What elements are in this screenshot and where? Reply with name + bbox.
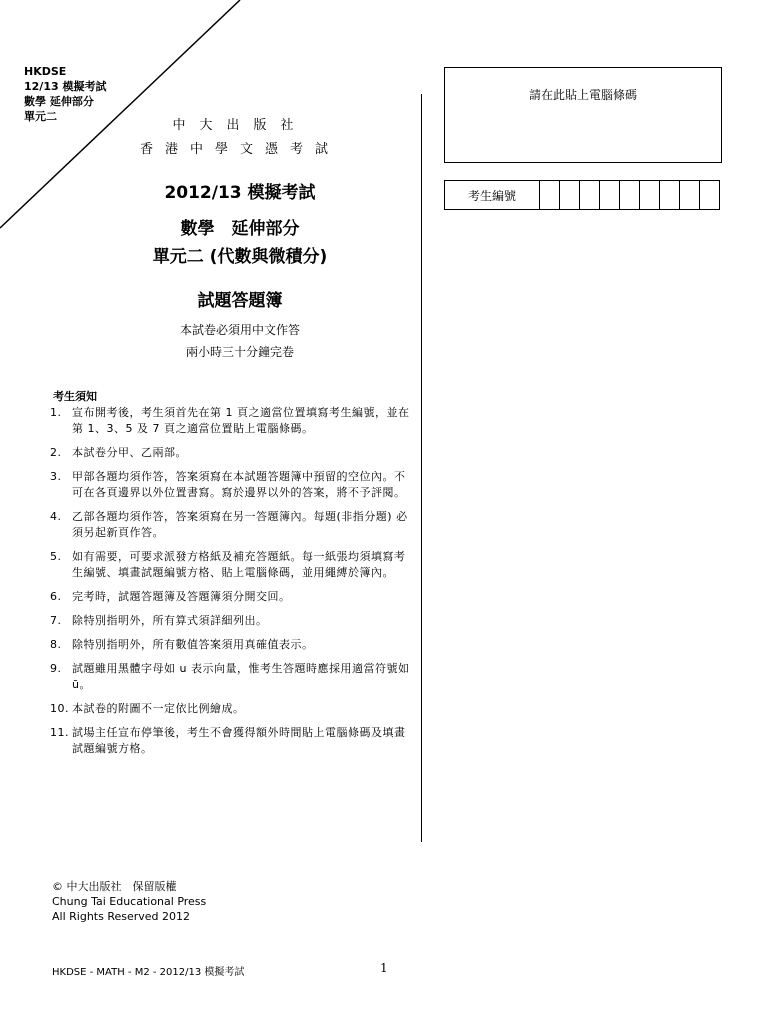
instruction-text: 本試卷的附圖不一定依比例繪成。	[72, 702, 245, 715]
instructions-list	[50, 405, 412, 757]
margin-divider	[421, 94, 422, 842]
instructions-title: 考生須知	[53, 390, 97, 403]
candidate-number-cell[interactable]	[640, 181, 660, 210]
subject-title: 數學 延伸部分	[180, 219, 300, 239]
candidate-number-cell[interactable]	[540, 181, 560, 210]
candidate-number-label: 考生編號	[445, 181, 540, 210]
instruction-number: 1.	[50, 406, 62, 419]
corner-label-line: HKDSE	[24, 65, 67, 78]
module-title: 單元二 (代數與微積分)	[152, 247, 328, 267]
instruction-item	[50, 661, 412, 693]
instruction-number: 8.	[50, 638, 62, 651]
instruction-text: 除特別指明外，所有算式須詳細列出。	[72, 614, 268, 627]
instruction-item	[50, 613, 412, 629]
instruction-item	[50, 701, 412, 717]
copyright-block	[52, 879, 206, 924]
page-number: 1	[380, 961, 388, 975]
candidate-number-cell[interactable]	[660, 181, 680, 210]
instruction-number: 7.	[50, 614, 62, 627]
instruction-number: 4.	[50, 510, 62, 523]
instruction-item	[50, 445, 412, 461]
corner-label-line: 數學 延伸部分	[24, 95, 94, 108]
booklet-title: 試題答題簿	[197, 291, 283, 311]
copyright-line: Chung Tai Educational Press	[52, 895, 207, 908]
instruction-text: 除特別指明外，所有數值答案須用真確值表示。	[72, 638, 314, 651]
instruction-text: 本試卷分甲、乙兩部。	[72, 446, 187, 459]
instruction-number: 10.	[50, 702, 69, 715]
exam-title: 2012/13 模擬考試	[164, 183, 316, 203]
barcode-box[interactable]	[444, 67, 722, 163]
instruction-number: 6.	[50, 590, 62, 603]
instruction-text: 如有需要，可要求派發方格紙及補充答題紙。每一紙張均須填寫考生編號、填畫試題編號方格、貼上電腦條碼，並用繩縛於簿內。	[72, 550, 406, 579]
instruction-number: 9.	[50, 662, 62, 675]
instruction-text: 乙部各題均須作答，答案須寫在另一答題簿內。每題(非指分題) 必須另起新頁作答。	[72, 510, 408, 539]
instruction-item	[50, 469, 412, 501]
time-note: 兩小時三十分鐘完卷	[185, 345, 294, 359]
corner-label-line: 單元二	[24, 110, 57, 123]
publisher-name: 中大出版社	[172, 118, 308, 133]
instruction-text: 試題雖用黑體字母如 u 表示向量，惟考生答題時應採用適當符號如 ū。	[72, 662, 410, 691]
candidate-number-cell[interactable]	[680, 181, 700, 210]
instruction-item	[50, 509, 412, 541]
instruction-item	[50, 637, 412, 653]
exam-body-name: 香港中學文憑考試	[139, 142, 340, 157]
instruction-text: 甲部各題均須作答，答案須寫在本試題答題簿中預留的空位內。不可在各頁邊界以外位置書寫。寫於邊界以外的答案，將不予評閱。	[72, 470, 406, 499]
candidate-number-cell[interactable]	[700, 181, 720, 210]
instruction-number: 3.	[50, 470, 62, 483]
instruction-text: 宣布開考後，考生須首先在第 1 頁之適當位置填寫考生編號，並在第 1、3、5 及 7 頁之適當位置貼上電腦條碼。	[72, 406, 410, 435]
footer-paper-code: HKDSE - MATH - M2 - 2012/13 模擬考試	[52, 967, 245, 978]
instruction-item	[50, 725, 412, 757]
instruction-text: 試場主任宣布停筆後，考生不會獲得額外時間貼上電腦條碼及填畫試題編號方格。	[72, 726, 406, 755]
instruction-number: 2.	[50, 446, 62, 459]
barcode-box-label: 請在此貼上電腦條碼	[528, 88, 637, 102]
copyright-line: All Rights Reserved 2012	[52, 910, 191, 923]
corner-label-line: 12/13 模擬考試	[24, 80, 107, 93]
candidate-number-cell[interactable]	[600, 181, 620, 210]
copyright-line: © 中大出版社 保留版權	[52, 880, 177, 893]
instruction-item	[50, 549, 412, 581]
instruction-item	[50, 589, 412, 605]
candidate-number-table	[444, 180, 720, 210]
candidate-number-cell[interactable]	[560, 181, 580, 210]
candidate-number-cell[interactable]	[580, 181, 600, 210]
instruction-number: 5.	[50, 550, 62, 563]
candidate-number-cell[interactable]	[620, 181, 640, 210]
language-note: 本試卷必須用中文作答	[179, 323, 300, 337]
instruction-text: 完考時，試題答題簿及答題簿須分開交回。	[72, 590, 291, 603]
instruction-item	[50, 405, 412, 437]
instruction-number: 11.	[50, 726, 69, 739]
